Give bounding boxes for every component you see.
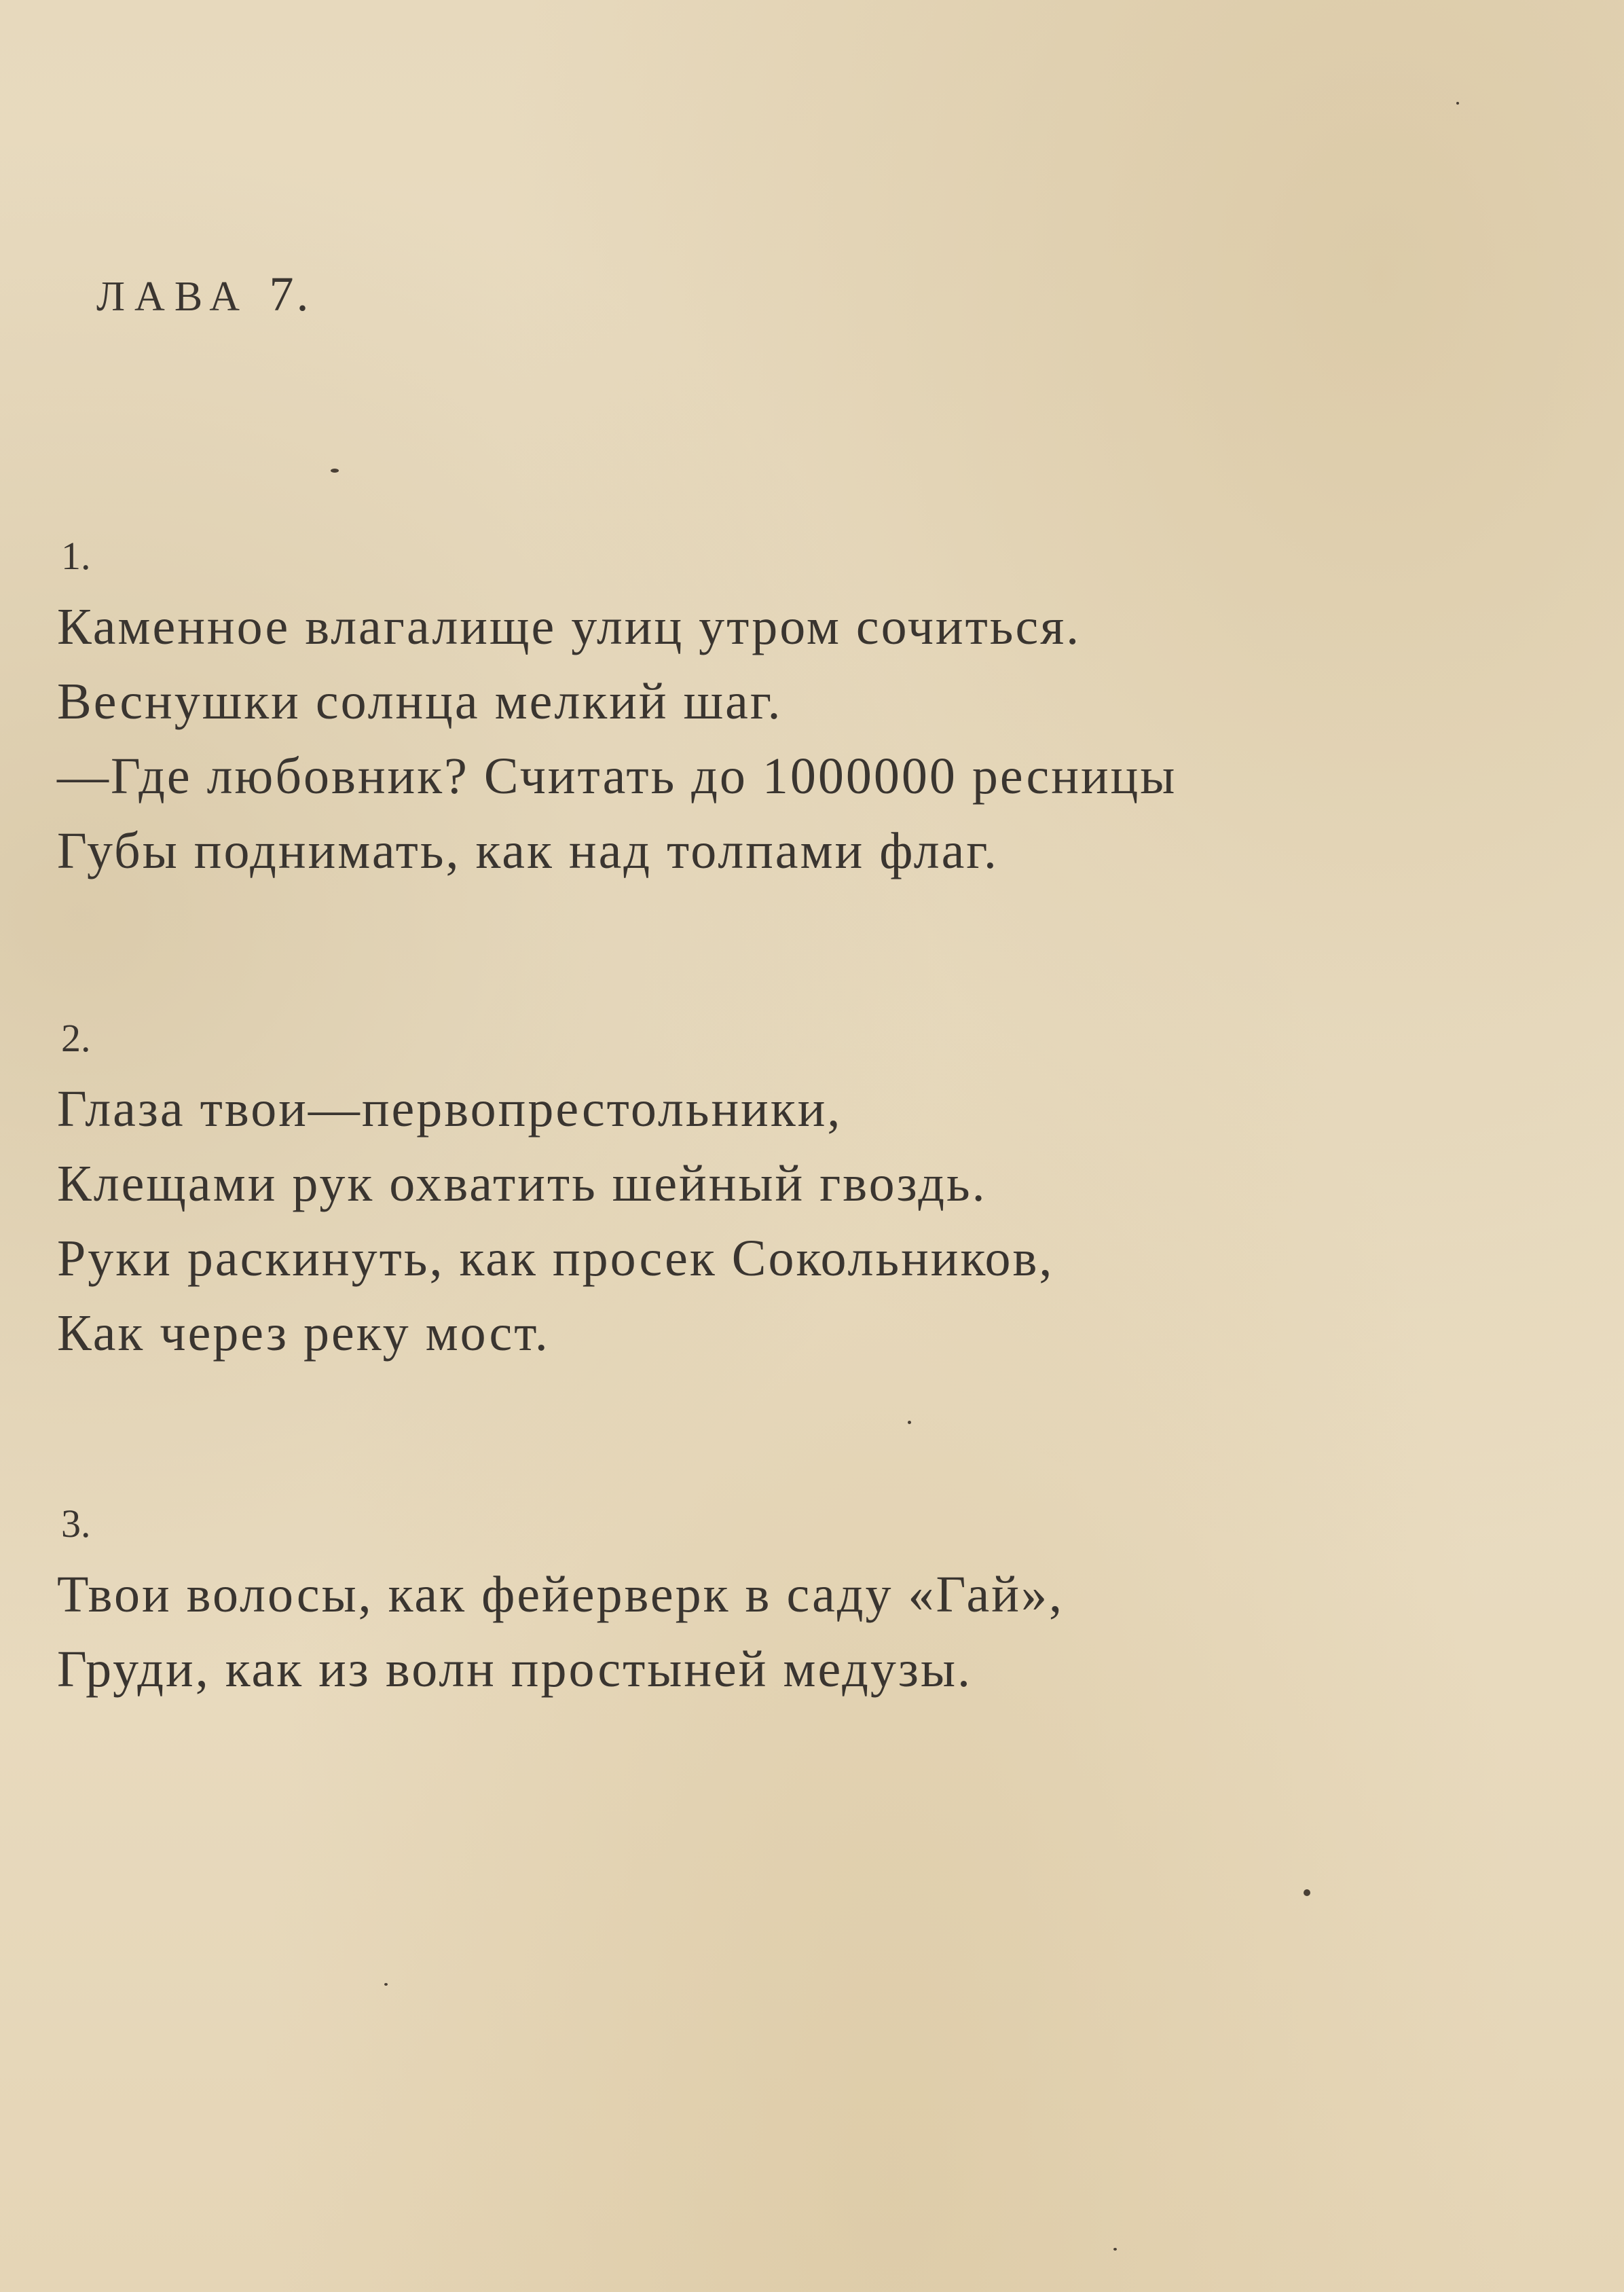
verse-line: Клещами рук охватить шейный гвоздь. — [57, 1155, 987, 1212]
paper-speck — [908, 1421, 911, 1424]
chapter-heading-number: 7. — [269, 267, 312, 321]
chapter-heading — [96, 266, 312, 323]
paper-speck — [1113, 2248, 1117, 2251]
chapter-heading-label: ЛАВА — [96, 274, 250, 320]
verse-line: —Где любовник? Считать до 1000000 ресницы — [57, 748, 1177, 805]
verse-line: Груди, как из волн простыней медузы. — [57, 1641, 973, 1698]
verse-line: Каменное влагалище улиц утром сочиться. — [57, 598, 1082, 655]
verse-line: Руки раскинуть, как просек Сокольников, — [57, 1230, 1054, 1287]
paper-speck — [384, 1983, 388, 1986]
verse-line: Веснушки солнца мелкий шаг. — [57, 673, 783, 730]
verse-line: Твои волосы, как фейерверк в саду «Гай», — [57, 1566, 1064, 1623]
verse-line: Глаза твои—первопрестольники, — [57, 1080, 843, 1138]
stanza — [57, 1016, 1054, 1370]
stanza-number: 1. — [61, 534, 91, 578]
paper-speck — [1456, 102, 1459, 105]
paper-speck — [331, 469, 339, 473]
paper-speck — [1304, 1889, 1310, 1896]
stanza — [57, 536, 1177, 888]
stanza — [57, 1504, 1064, 1707]
verse-line: Губы поднимать, как над толпами флаг. — [57, 822, 999, 879]
stanza-number: 3. — [61, 1502, 91, 1546]
stanza-number: 2. — [61, 1016, 91, 1060]
verse-line: Как через реку мост. — [57, 1305, 550, 1362]
